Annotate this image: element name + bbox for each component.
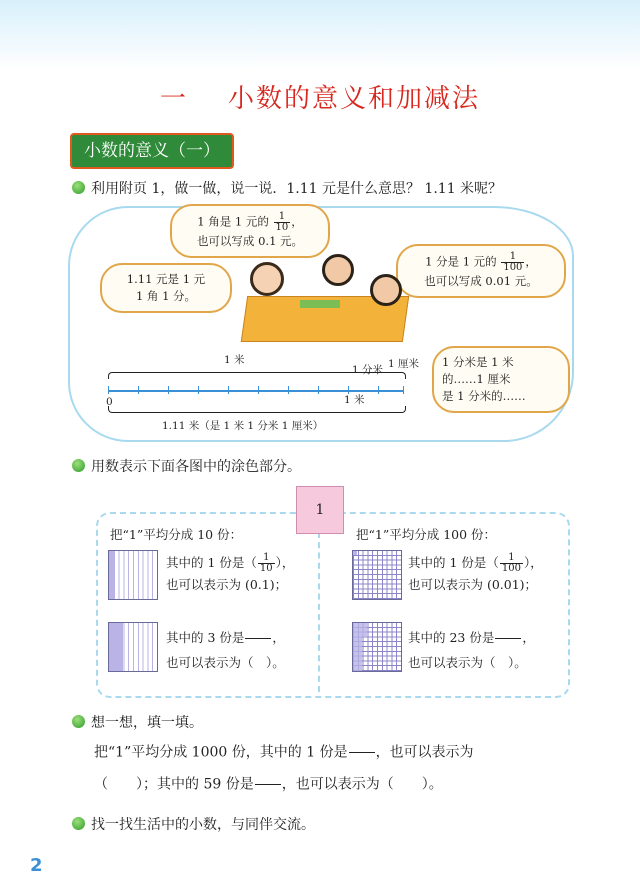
- grid-tenths-1: [108, 550, 158, 600]
- denominator-blank[interactable]: [349, 753, 375, 765]
- denominator: 10: [259, 563, 273, 574]
- page-number: 2: [30, 855, 43, 876]
- question-4: [72, 814, 315, 834]
- question-4-text: 找一找生活中的小数，与同伴交流。: [91, 817, 315, 833]
- boy-illustration: [322, 254, 354, 286]
- ruler-tick: [168, 386, 169, 394]
- bubble-2-line-2: 1 角 1 分。: [135, 289, 197, 303]
- ruler-tick: [108, 386, 109, 394]
- ruler-label-dm: 1 分米: [352, 364, 384, 376]
- question-2: [72, 456, 301, 476]
- numerator-blank[interactable]: [495, 626, 521, 639]
- ruler-tick: [258, 386, 259, 394]
- chapter-title-text: 小数的意义和加减法: [228, 84, 481, 114]
- ruler-caption: 1.11 米（是 1 米 1 分米 1 厘米）: [162, 420, 324, 432]
- denominator-blank[interactable]: [255, 785, 281, 797]
- bullet-icon: [72, 181, 85, 194]
- ruler-tick: [138, 386, 139, 394]
- ruler-label-1m: 1 米: [224, 354, 245, 366]
- fraction: [501, 252, 524, 273]
- question-3: [72, 712, 203, 732]
- section-title: 小数的意义（一）: [70, 133, 234, 169]
- denominator-blank[interactable]: [495, 639, 521, 651]
- text: ，也可以表示为（ ）。: [281, 776, 443, 793]
- question-1-text: 利用附页 1，做一做，说一说．1.11 元是什么意思？ 1.11 米呢？: [91, 181, 503, 197]
- ruler-tick: [288, 386, 289, 394]
- ruler-label-cm: 1 厘米: [388, 358, 420, 370]
- ruler-zero: 0: [106, 396, 113, 408]
- numerator: 1: [274, 212, 291, 223]
- denominator: 100: [501, 563, 521, 574]
- numerator-blank[interactable]: [349, 740, 375, 753]
- bubble-4-line-1: 1 分米是 1 米: [442, 355, 514, 369]
- speech-bubble-2: [100, 263, 232, 313]
- ruler-brace-top: [108, 372, 406, 379]
- blank-fraction[interactable]: [349, 740, 375, 765]
- left-row-2-line-1: [166, 626, 285, 651]
- bullet-icon: [72, 459, 85, 472]
- numerator-blank[interactable]: [255, 772, 281, 785]
- text: ，: [522, 630, 535, 645]
- exercise-divider: [318, 532, 320, 692]
- shaded-columns: [109, 623, 123, 671]
- girl-illustration: [250, 262, 284, 296]
- right-row-2-line-2: 也可以表示为（ ）。: [408, 655, 527, 670]
- question-2-text: 用数表示下面各图中的涂色部分。: [91, 459, 301, 475]
- bubble-2-line-1: 1.11 元是 1 元: [126, 272, 206, 286]
- bubble-1-line-1: 1 角是 1 元的: [197, 214, 269, 229]
- ruler-tick: [198, 386, 199, 394]
- text: 其中的 3 份是: [166, 630, 245, 645]
- bullet-icon: [72, 715, 85, 728]
- boy-illustration-2: [370, 274, 402, 306]
- ruler-1m-mark: 1 米: [344, 394, 365, 406]
- question-3-line-1: [94, 740, 474, 765]
- question-3-text: 想一想，填一填。: [91, 715, 203, 731]
- ruler-tick: [403, 386, 404, 394]
- speech-bubble-4: [432, 346, 570, 413]
- ruler-brace-bottom: [108, 406, 406, 413]
- bubble-3-line-1: 1 分是 1 元的: [425, 254, 497, 269]
- bullet-icon: [72, 817, 85, 830]
- unit-badge: 1: [296, 486, 344, 534]
- right-row-1-line-1: [408, 552, 543, 574]
- text: （ ）；其中的 59 份是: [94, 776, 254, 793]
- question-1: [72, 178, 502, 198]
- blank-fraction[interactable]: [245, 626, 271, 651]
- bubble-1-line-2: 也可以写成 0.1 元。: [196, 234, 304, 248]
- ruler-tick: [378, 386, 379, 394]
- right-panel-title: 把“1”平均分成 100 份：: [356, 527, 497, 542]
- left-row-1-line-2: 也可以表示为 (0.1)；: [166, 577, 288, 592]
- ruler-tick: [228, 386, 229, 394]
- blank-fraction[interactable]: [495, 626, 521, 651]
- numerator: 1: [500, 553, 523, 564]
- denominator: 100: [503, 262, 523, 273]
- numerator-blank[interactable]: [245, 626, 271, 639]
- fraction: [500, 553, 523, 574]
- text: ，: [272, 630, 285, 645]
- left-panel-title: 把“1”平均分成 10 份：: [110, 527, 243, 542]
- bubble-3-line-2: 也可以写成 0.01 元。: [424, 274, 538, 288]
- blank-fraction[interactable]: [255, 772, 281, 797]
- speech-bubble-3: 1 分是 1 元的 $\frac{1}{100}$ ， 也可以写成 0.01 元。: [396, 244, 566, 298]
- chapter-title: [0, 78, 640, 115]
- ruler-tick: [318, 386, 319, 394]
- chapter-number: 一: [159, 84, 188, 114]
- shaded-cells-partial: [362, 623, 367, 637]
- denominator-blank[interactable]: [245, 639, 271, 651]
- shaded-cells: [353, 623, 362, 671]
- text: ，也可以表示为: [375, 744, 474, 761]
- grid-hundredths-1: [352, 550, 402, 600]
- text: ），: [524, 555, 543, 570]
- text: 把“1”平均分成 1000 份，其中的 1 份是: [94, 744, 348, 761]
- denominator: 10: [275, 222, 289, 233]
- header-band: [0, 0, 640, 70]
- question-3-line-2: [94, 772, 443, 797]
- left-row-1-line-1: [166, 552, 294, 574]
- fraction: [258, 553, 275, 574]
- speech-bubble-1: 1 角是 1 元的 $\frac{1}{10}$ ， 也可以写成 0.1 元。: [170, 204, 330, 258]
- bubble-4-line-3: 是 1 分米的……: [442, 389, 526, 403]
- text: 其中的 23 份是: [408, 630, 495, 645]
- text: ），: [275, 555, 295, 570]
- right-row-2-line-1: [408, 626, 535, 651]
- numerator: 1: [258, 553, 275, 564]
- shaded-cell: [353, 551, 357, 555]
- left-row-2-line-2: 也可以表示为（ ）。: [166, 655, 285, 670]
- shaded-column: [109, 551, 114, 599]
- coins-illustration: [300, 300, 340, 308]
- fraction: [274, 212, 291, 233]
- numerator: 1: [501, 252, 524, 263]
- text: 其中的 1 份是（: [166, 555, 257, 570]
- bubble-4-line-2: 的……1 厘米: [442, 372, 511, 386]
- right-row-1-line-2: 也可以表示为 (0.01)；: [408, 577, 538, 592]
- text: 其中的 1 份是（: [408, 555, 499, 570]
